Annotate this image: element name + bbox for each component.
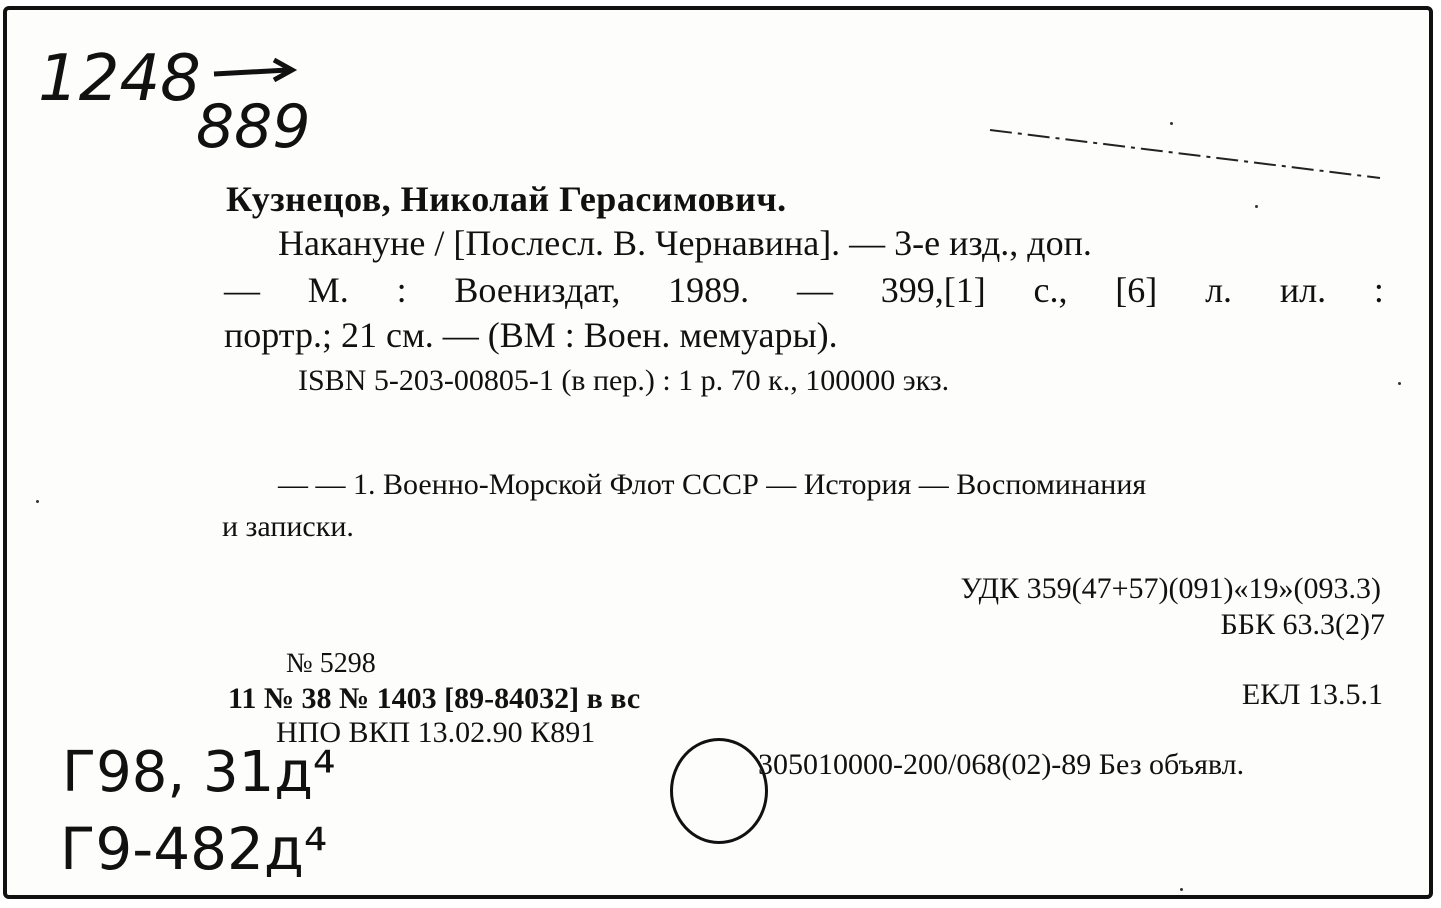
dust-speck [1255, 205, 1258, 208]
title-line: Накануне / [Послесл. В. Чернавина]. — 3-е изд., доп. [278, 223, 1092, 263]
imprint-token: с., [1033, 270, 1068, 310]
handwritten-arrow [210, 58, 300, 88]
udk-code: УДК 359(47+57)(091)«19»(093.3) [960, 572, 1381, 605]
imprint-token: : [1373, 270, 1384, 310]
imprint-token: М. [307, 270, 349, 310]
order-number: № 5298 [286, 648, 376, 679]
handwritten-number: 1248 [38, 42, 201, 116]
imprint-token: ил. [1279, 270, 1327, 310]
imprint-token: : [396, 270, 407, 310]
imprint-token: 399,[1] [880, 270, 986, 310]
imprint-token: л. [1205, 270, 1233, 310]
dust-speck [1398, 382, 1401, 385]
imprint-token: — [796, 270, 833, 310]
bbk-code: ББК 63.3(2)7 [1220, 608, 1385, 641]
price-code-line: 305010000-200/068(02)-89 Без объявл. [758, 748, 1245, 781]
dust-speck [1170, 122, 1173, 125]
isbn-line: ISBN 5-203-00805-1 (в пер.) : 1 р. 70 к., 100000 экз. [298, 364, 950, 397]
handwritten-subnumber: 889 [196, 92, 311, 162]
ekl-code: ЕКЛ 13.5.1 [1241, 678, 1383, 711]
imprint-token: [6] [1115, 270, 1158, 310]
npo-line: НПО ВКП 13.02.90 К891 [276, 716, 596, 749]
imprint-token: Воениздат, [454, 270, 621, 310]
subject-line-cont: и записки. [222, 510, 354, 543]
subject-line: — — 1. Военно-Морской Флот СССР — История — Воспоминания [278, 468, 1147, 501]
imprint-token: — [224, 270, 260, 310]
dust-speck [36, 500, 39, 503]
author-heading: Кузнецов, Николай Герасимович. [226, 179, 787, 219]
imprint-token: 1989. [668, 270, 750, 310]
scan-streak [980, 120, 1400, 190]
print-info: 11 № 38 № 1403 [89-84032] в вс [228, 682, 641, 715]
dust-speck [1180, 888, 1183, 891]
handwritten-shelfmark-2: Г9-482д⁴ [60, 815, 328, 883]
stamp-circle [670, 738, 768, 844]
series-line: портр.; 21 см. — (ВМ : Воен. мемуары). [224, 315, 838, 355]
handwritten-shelfmark-1: Г98, 31д⁴ [62, 740, 336, 805]
imprint-line [224, 269, 1384, 311]
